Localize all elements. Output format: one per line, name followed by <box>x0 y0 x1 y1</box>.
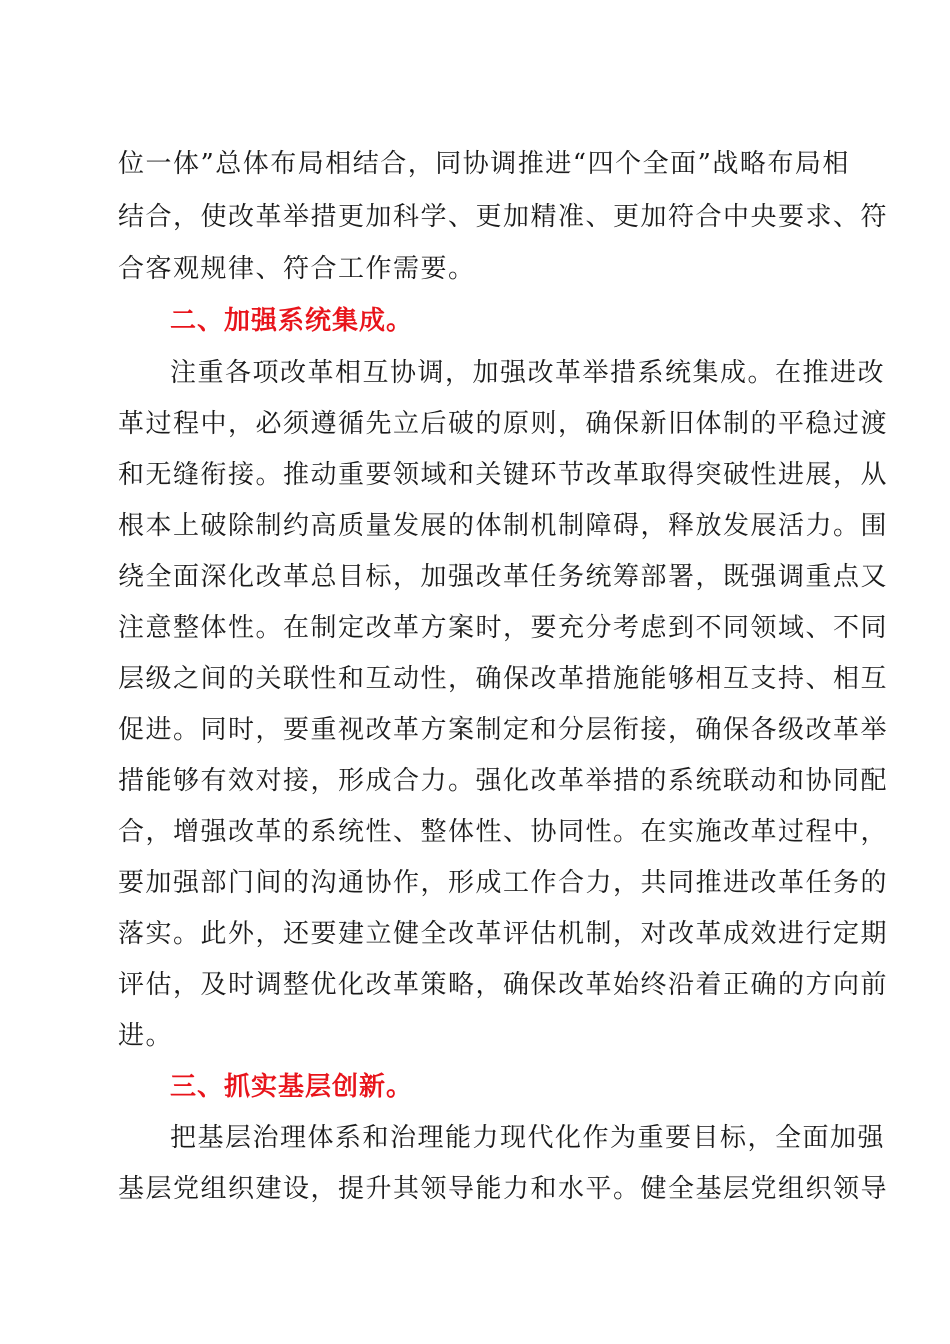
paragraph-line: 措能够有效对接，形成合力。强化改革举措的系统联动和协同配 <box>118 766 889 796</box>
paragraph-line: 注意整体性。在制定改革方案时，要充分考虑到不同领域、不同 <box>118 613 889 643</box>
paragraph-line: 结合，使改革举措更加科学、更加精准、更加符合中央要求、符 <box>118 202 889 232</box>
paragraph-line: 要加强部门间的沟通协作，形成工作合力，共同推进改革任务的 <box>118 868 889 898</box>
paragraph-line: 注重各项改革相互协调，加强改革举措系统集成。在推进改 <box>170 358 886 388</box>
paragraph-line: 基层党组织建设，提升其领导能力和水平。健全基层党组织领导 <box>118 1174 889 1204</box>
paragraph-line: 层级之间的关联性和互动性，确保改革措施能够相互支持、相互 <box>118 664 889 694</box>
paragraph-line: 和无缝衔接。推动重要领域和关键环节改革取得突破性进展，从 <box>118 460 889 490</box>
paragraph-line: 评估，及时调整优化改革策略，确保改革始终沿着正确的方向前 <box>118 970 889 1000</box>
paragraph-line: 落实。此外，还要建立健全改革评估机制，对改革成效进行定期 <box>118 919 889 949</box>
paragraph-line: 革过程中，必须遵循先立后破的原则，确保新旧体制的平稳过渡 <box>118 409 889 439</box>
paragraph-line: 进。 <box>118 1021 174 1051</box>
paragraph-line: 位一体”总体布局相结合，同协调推进“四个全面”战略布局相 <box>118 149 850 179</box>
section-heading-2: 二、加强系统集成。 <box>170 306 414 336</box>
paragraph-line: 合客观规律、符合工作需要。 <box>118 254 476 284</box>
paragraph-line: 把基层治理体系和治理能力现代化作为重要目标，全面加强 <box>170 1123 886 1153</box>
section-heading-3: 三、抓实基层创新。 <box>170 1072 414 1102</box>
paragraph-line: 合，增强改革的系统性、整体性、协同性。在实施改革过程中， <box>118 817 889 847</box>
paragraph-line: 绕全面深化改革总目标，加强改革任务统筹部署，既强调重点又 <box>118 562 889 592</box>
paragraph-line: 根本上破除制约高质量发展的体制机制障碍，释放发展活力。围 <box>118 511 889 541</box>
paragraph-line: 促进。同时，要重视改革方案制定和分层衔接，确保各级改革举 <box>118 715 889 745</box>
